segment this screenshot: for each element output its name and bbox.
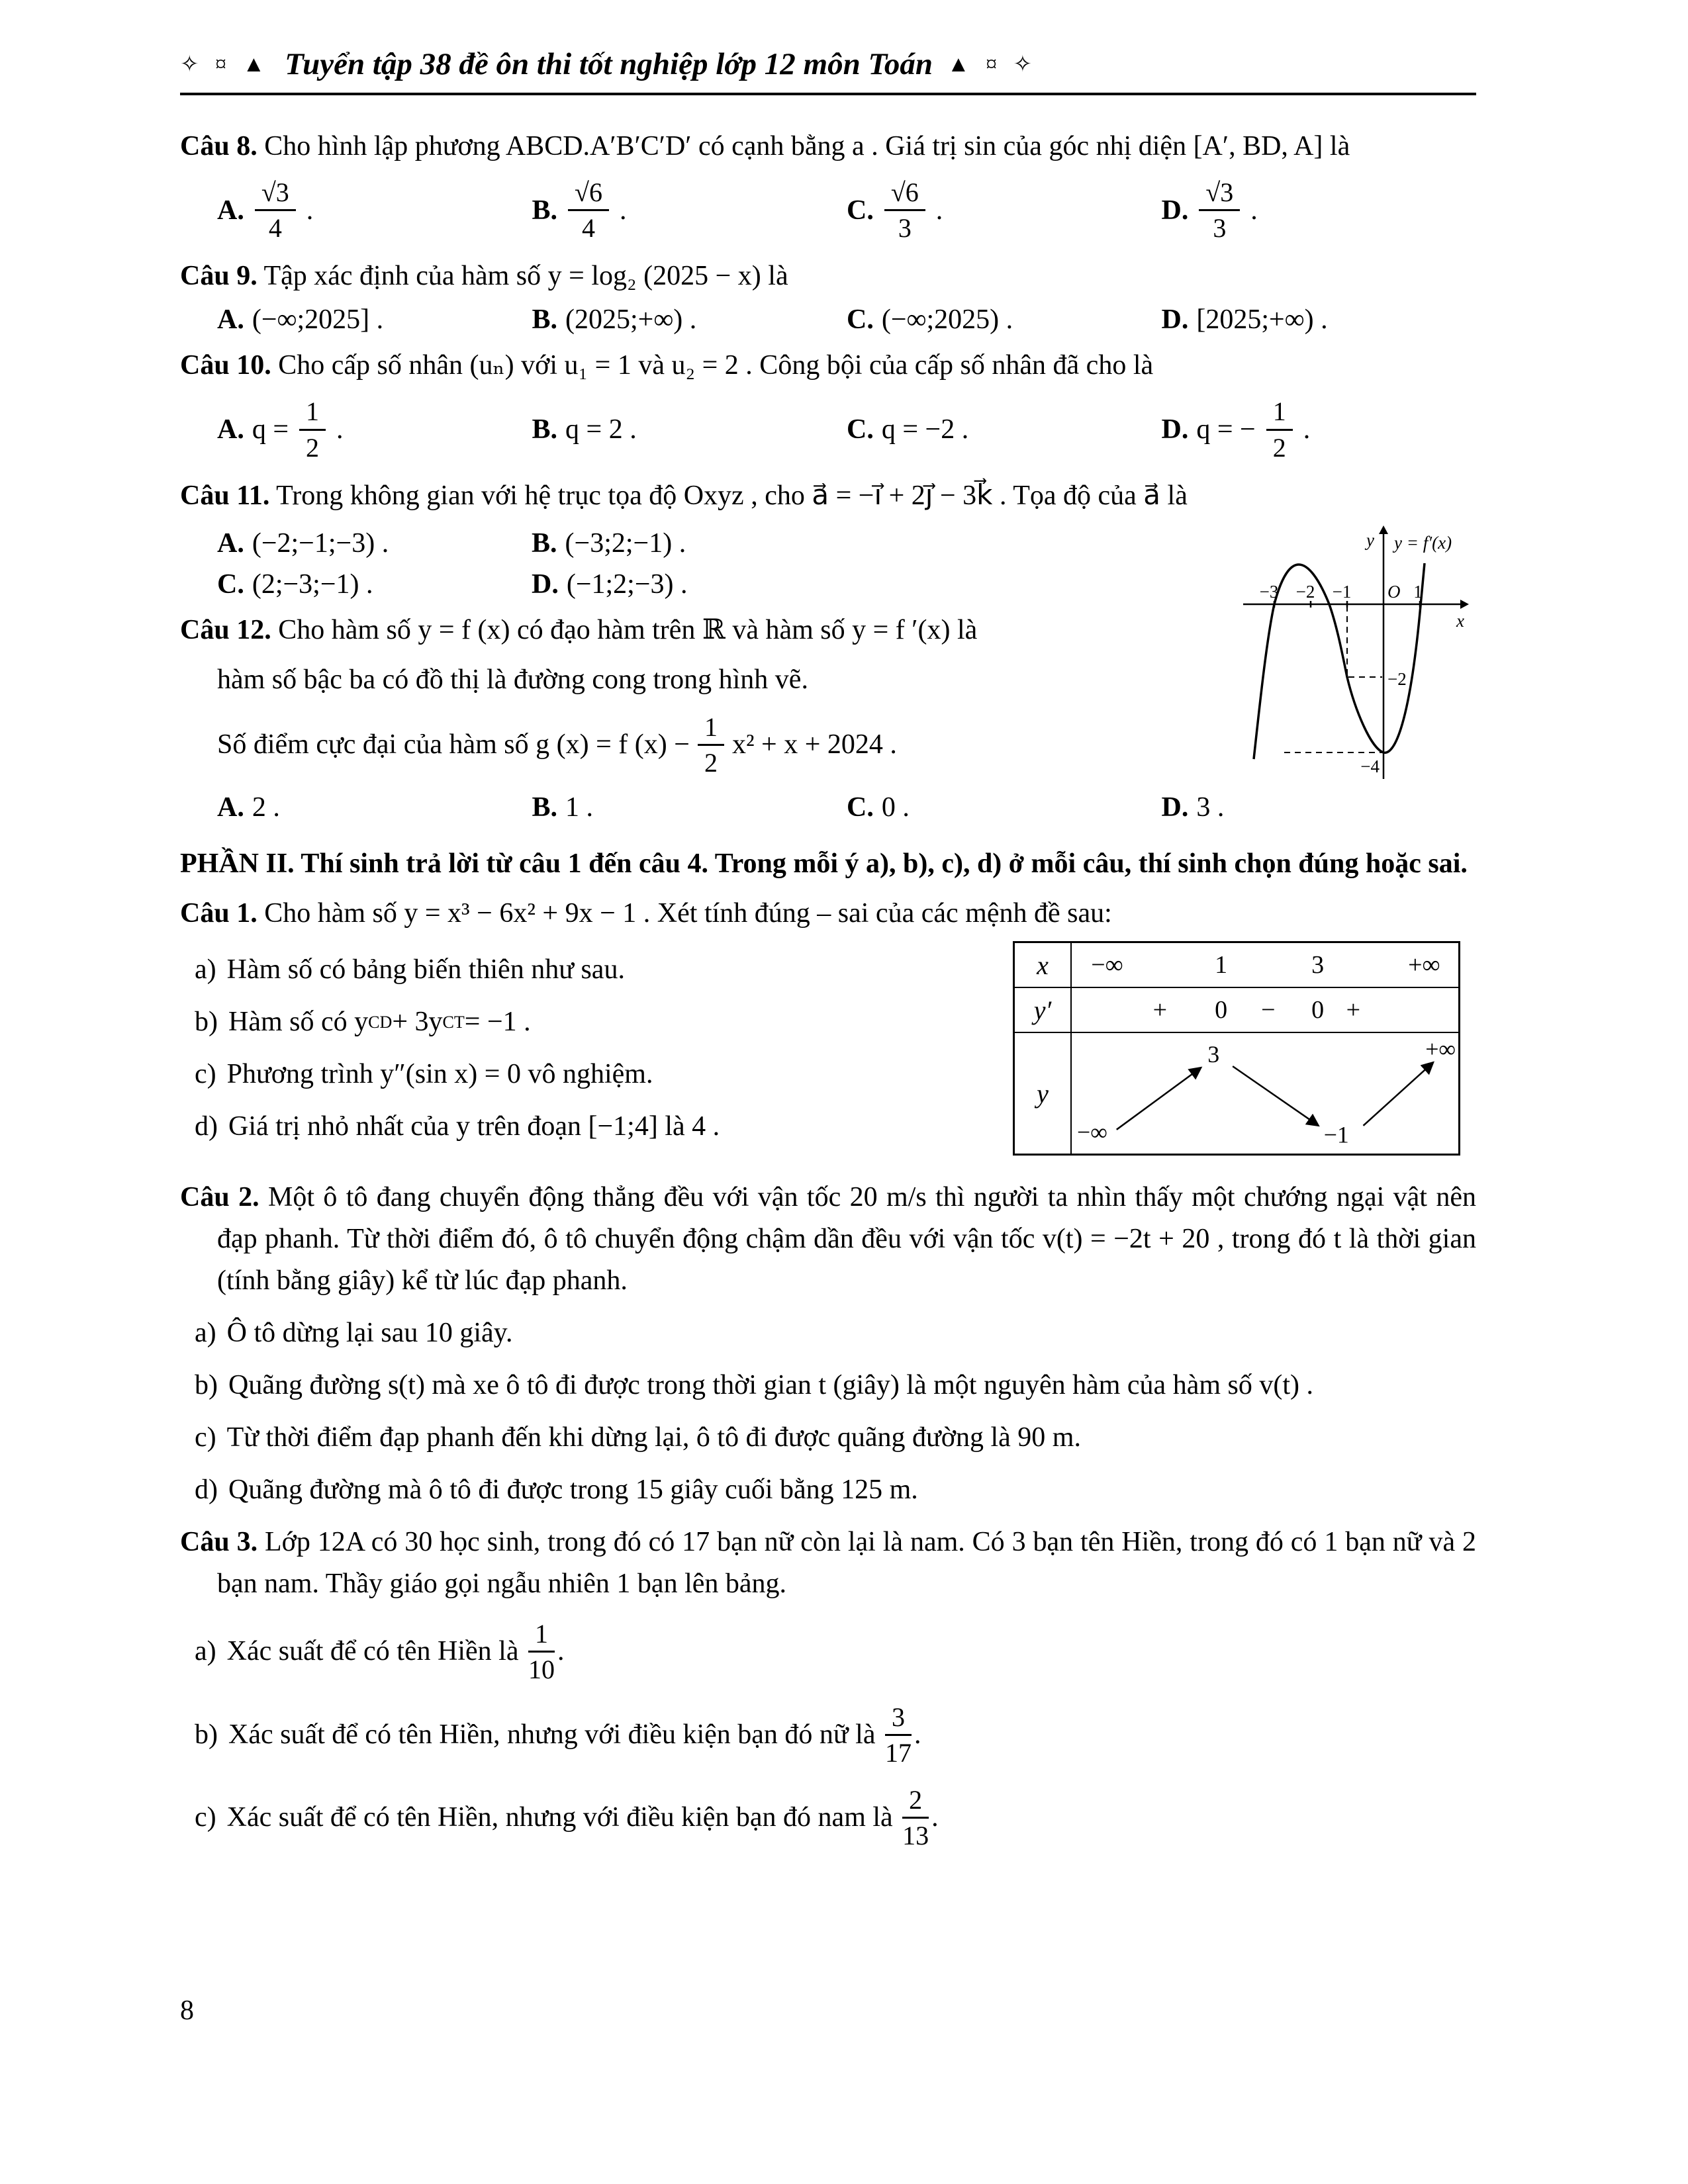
answer-text: 1 . — [565, 792, 594, 823]
pii-q1-statement: Cho hàm số y = x³ − 6x² + 9x − 1 . Xét tính đúng – sai của các mệnh đề sau: — [264, 898, 1112, 929]
question-8-label: Câu 8. — [180, 131, 258, 161]
vt-arrows — [1072, 1033, 1458, 1154]
variation-table-x-row — [1015, 943, 1458, 988]
fraction — [568, 177, 609, 244]
pii-q1-statement-a — [180, 949, 997, 991]
question-10-statement: Cho cấp số nhân (uₙ) với u₁ = 1 và u₂ = 2 . Công bội của cấp số nhân đã cho là — [278, 350, 1154, 381]
answer-text: 0 . — [881, 792, 910, 823]
pii-q3-label: Câu 3. — [180, 1527, 258, 1558]
fraction — [902, 1784, 929, 1851]
answer-text: (−1;2;−3) . — [566, 569, 688, 600]
fraction-numerator: 1 — [1266, 396, 1293, 430]
q11-answer-b — [532, 527, 846, 559]
pii-q2-statement-d — [180, 1469, 1476, 1511]
q8-answer-c — [847, 174, 1162, 246]
vt-x1: −∞ — [1091, 951, 1123, 979]
tick-label-m2: −2 — [1295, 581, 1315, 602]
fraction — [1266, 396, 1293, 463]
pii-question-1 — [180, 893, 1476, 1158]
q10-answer-a — [217, 393, 532, 465]
fraction-numerator: 1 — [299, 396, 326, 430]
answer-text: (−∞;2025] . — [252, 304, 384, 336]
question-12-answers — [180, 792, 1476, 823]
pii-q1-statements — [180, 938, 997, 1158]
q8-answer-a — [217, 174, 532, 246]
fraction-numerator: 3 — [885, 1702, 912, 1736]
fraction-denominator: 17 — [884, 1737, 912, 1768]
vt-y-local-min: −1 — [1323, 1121, 1349, 1148]
q11-answer-a — [217, 527, 532, 559]
subscript-cd: CD — [368, 1013, 393, 1032]
question-11 — [180, 475, 1476, 517]
pii-q3-statement-a — [180, 1615, 1476, 1688]
fraction-denominator: 2 — [1272, 432, 1286, 463]
vt-sign-4: 0 — [1311, 996, 1325, 1024]
curve-equation-label: y = f′(x) — [1394, 532, 1452, 553]
pii-q3-statement-c — [180, 1782, 1476, 1854]
answer-letter: B. — [532, 792, 558, 823]
pii-q3-statement-b — [180, 1699, 1476, 1771]
fraction-denominator: 3 — [1213, 213, 1227, 244]
pii-q2-statement-c — [180, 1417, 1476, 1459]
statement-period: . — [931, 1802, 939, 1833]
vt-y-label: y — [1015, 1033, 1072, 1154]
answer-letter: D. — [1161, 195, 1189, 226]
fraction — [698, 711, 724, 778]
answer-text: q = 2 . — [565, 414, 637, 445]
question-9-label: Câu 9. — [180, 261, 258, 292]
question-12-statement-1: Cho hàm số y = f (x) có đạo hàm trên ℝ và hàm số y = f ′(x) là — [278, 614, 978, 645]
fraction — [299, 396, 326, 463]
question-11-statement: Trong không gian với hệ trục tọa độ Oxyz , cho a⃗ = −i⃗ + 2j⃗ − 3k⃗ . Tọa độ của a⃗ là — [276, 480, 1188, 511]
q12-answer-d — [1162, 792, 1477, 823]
statement-label: b) — [195, 1007, 218, 1038]
statement-label: a) — [195, 1636, 216, 1667]
answer-period: . — [935, 195, 943, 226]
header-row — [180, 46, 1476, 82]
statement-text: + 3y — [392, 1007, 443, 1038]
question-12-g-line — [180, 709, 1169, 781]
fraction-numerator: 2 — [902, 1784, 929, 1819]
pii-q3-text — [180, 1522, 1476, 1605]
q12-g-suffix: x² + x + 2024 . — [731, 729, 897, 760]
q11-answer-d — [532, 569, 846, 600]
answer-period: . — [619, 195, 627, 226]
vt-x-label: x — [1015, 943, 1072, 987]
answer-letter: B. — [532, 527, 557, 559]
question-8 — [180, 126, 1476, 246]
statement-text: Ô tô dừng lại sau 10 giây. — [226, 1318, 513, 1349]
statement-label: d) — [195, 1111, 218, 1142]
answer-letter: D. — [1161, 304, 1189, 336]
variation-table-derivative-row — [1015, 988, 1458, 1033]
statement-period: . — [914, 1719, 921, 1750]
vt-sign-5: + — [1346, 996, 1361, 1024]
q10-answer-d — [1162, 393, 1477, 465]
q12-derivative-graph — [1185, 525, 1470, 783]
vt-x4: +∞ — [1408, 951, 1440, 979]
fraction-denominator: 4 — [268, 213, 282, 244]
answer-text: [2025;+∞) . — [1196, 304, 1328, 336]
pii-q1-statement-d — [180, 1106, 997, 1148]
vt-y-min-left: −∞ — [1076, 1118, 1107, 1146]
subscript-ct: CT — [442, 1013, 465, 1032]
q8-answer-b — [532, 174, 847, 246]
y-axis-label: y — [1366, 529, 1374, 550]
answer-text: (−∞;2025) . — [881, 304, 1013, 336]
statement-label: b) — [195, 1719, 218, 1750]
answer-letter: C. — [847, 195, 874, 226]
statement-text: Hàm số có bảng biến thiên như sau. — [226, 954, 625, 985]
pii-q1-region — [180, 938, 1476, 1158]
q10-answer-c — [847, 414, 1162, 445]
question-11-text — [180, 475, 1476, 517]
q9-answer-d — [1162, 304, 1477, 336]
question-9-text — [180, 255, 1476, 297]
answer-period: . — [336, 414, 344, 445]
q9-answer-c — [847, 304, 1162, 336]
statement-text: Hàm số có y — [228, 1007, 369, 1038]
answer-letter: D. — [532, 569, 559, 600]
vt-x3: 3 — [1311, 951, 1325, 979]
fraction-denominator: 2 — [704, 747, 718, 778]
answer-letter: C. — [847, 792, 874, 823]
answer-letter: B. — [532, 414, 558, 445]
question-11-answers-row-2 — [180, 569, 1169, 600]
answer-text: (−3;2;−1) . — [565, 527, 686, 559]
answer-letter: C. — [847, 414, 874, 445]
y-axis-arrow-icon — [1379, 525, 1388, 534]
pii-question-2 — [180, 1177, 1476, 1511]
fraction-numerator: 1 — [528, 1618, 555, 1653]
fraction-numerator: 1 — [698, 711, 724, 746]
x-axis-arrow-icon — [1460, 600, 1469, 609]
vt-x-values — [1072, 943, 1458, 987]
fraction-denominator: 2 — [306, 432, 320, 463]
vt-sign-1: + — [1152, 996, 1168, 1024]
fraction-denominator: 3 — [898, 213, 912, 244]
pii-question-3 — [180, 1522, 1476, 1854]
statement-label: d) — [195, 1475, 218, 1506]
statement-text: Xác suất để có tên Hiền là — [226, 1636, 519, 1667]
answer-text: 3 . — [1196, 792, 1225, 823]
answer-letter: A. — [217, 304, 244, 336]
answer-letter: C. — [217, 569, 244, 600]
header-ornament-right-icon: ▲ ¤ ✧ — [947, 52, 1038, 77]
q12-g-prefix: Số điểm cực đại của hàm số g (x) = f (x) − — [217, 729, 690, 760]
pii-q2-statement-b — [180, 1365, 1476, 1406]
answer-letter: B. — [532, 304, 558, 336]
question-8-answers — [180, 174, 1476, 246]
pii-q1-text — [180, 893, 1476, 934]
answer-letter: A. — [217, 792, 244, 823]
pii-q1-label: Câu 1. — [180, 898, 258, 929]
fraction-numerator: √3 — [1199, 177, 1240, 211]
fraction — [528, 1618, 555, 1685]
q11-q12-left-column — [180, 521, 1169, 785]
fraction-numerator: √6 — [568, 177, 609, 211]
fraction — [1199, 177, 1240, 244]
q12-answer-b — [532, 792, 847, 823]
answer-letter: A. — [217, 195, 244, 226]
question-11-answers-row-1 — [180, 527, 1169, 559]
fraction — [884, 177, 925, 244]
fraction-numerator: √6 — [884, 177, 925, 211]
tick-label-1: 1 — [1413, 581, 1423, 602]
answer-text: (−2;−1;−3) . — [252, 527, 389, 559]
answer-letter: D. — [1161, 414, 1189, 445]
fraction-denominator: 13 — [902, 1821, 929, 1851]
pii-q2-label: Câu 2. — [180, 1182, 259, 1213]
question-8-text — [180, 126, 1476, 167]
page-header — [180, 46, 1476, 95]
question-12-text-line2 — [180, 659, 1169, 701]
answer-text: 2 . — [252, 792, 280, 823]
answer-period: . — [306, 195, 314, 226]
vt-sign-2: 0 — [1215, 996, 1228, 1024]
question-10 — [180, 345, 1476, 465]
page-number: 8 — [180, 1995, 194, 2026]
question-9-answers — [180, 304, 1476, 336]
q12-answer-c — [847, 792, 1162, 823]
vt-y-max-right: +∞ — [1425, 1036, 1456, 1063]
statement-text: Xác suất để có tên Hiền, nhưng với điều kiện bạn đó nam là — [226, 1802, 893, 1833]
tick-label-m1: −1 — [1332, 581, 1352, 602]
vt-dy-values — [1072, 988, 1458, 1032]
q8-answer-d — [1162, 174, 1477, 246]
statement-label: a) — [195, 1318, 216, 1349]
q9-answer-b — [532, 304, 847, 336]
origin-label: O — [1387, 581, 1401, 602]
question-8-statement: Cho hình lập phương ABCD.A′B′C′D′ có cạnh bằng a . Giá trị sin của góc nhị diện [A′, BD, A] là — [264, 131, 1350, 161]
statement-text: Quãng đường mà ô tô đi được trong 15 giây cuối bằng 125 m. — [228, 1475, 918, 1506]
pii-q1-statement-b — [180, 1001, 997, 1043]
statement-label: c) — [195, 1802, 216, 1833]
vt-y-values — [1072, 1033, 1458, 1154]
answer-letter: A. — [217, 414, 244, 445]
answer-period: . — [1250, 195, 1258, 226]
pii-q2-statement: Một ô tô đang chuyển động thẳng đều với vận tốc 20 m/s thì người ta nhìn thấy một chướng ngại vật nên đạp phanh. Từ thời điểm đó, ô tô chuyển động chậm dần đều với vận tốc v(t) = −2t + 20 , trong đó t là thời gian (tính bằng giây) kể từ lúc đạp phanh. — [217, 1182, 1476, 1297]
statement-label: c) — [195, 1422, 216, 1453]
statement-text: Quãng đường s(t) mà xe ô tô đi được trong thời gian t (giây) là một nguyên hàm của hàm số v(t) . — [228, 1370, 1313, 1401]
answer-text: (2025;+∞) . — [565, 304, 697, 336]
question-12-text-line1 — [180, 610, 1169, 651]
answer-text: q = −2 . — [881, 414, 969, 445]
statement-text: Phương trình y″(sin x) = 0 vô nghiệm. — [226, 1059, 653, 1090]
pii-q1-statement-c — [180, 1054, 997, 1095]
answer-letter: D. — [1161, 792, 1189, 823]
question-10-answers — [180, 393, 1476, 465]
question-11-label: Câu 11. — [180, 480, 270, 511]
answer-letter: C. — [847, 304, 874, 336]
part-2-heading: PHẦN II. Thí sinh trả lời từ câu 1 đến câu 4. Trong mỗi ý a), b), c), d) ở mỗi câu, thí sinh chọn đúng hoặc sai. — [180, 848, 1468, 880]
answer-text: (2;−3;−1) . — [252, 569, 373, 600]
question-12-label: Câu 12. — [180, 614, 271, 645]
statement-period: . — [557, 1636, 565, 1667]
fraction — [885, 1702, 912, 1768]
question-9-statement: Tập xác định của hàm số y = log₂ (2025 − x) là — [263, 261, 788, 292]
variation-table — [1013, 941, 1460, 1156]
answer-prefix: q = − — [1196, 414, 1256, 445]
question-12-statement-2: hàm số bậc ba có đồ thị là đường cong trong hình vẽ. — [217, 664, 808, 695]
fraction-denominator: 10 — [528, 1655, 555, 1685]
q12-answer-a — [217, 792, 532, 823]
header-ornament-left-icon: ✧ ¤ ▲ — [180, 52, 271, 77]
exam-content — [180, 126, 1476, 1854]
answer-prefix: q = — [252, 414, 289, 445]
pii-q2-statement-a — [180, 1312, 1476, 1354]
fraction-numerator: √3 — [255, 177, 296, 211]
statement-label: c) — [195, 1059, 216, 1090]
pii-q1-table-column — [1013, 938, 1476, 1158]
vt-dy-label: y′ — [1015, 988, 1072, 1032]
statement-text: Xác suất để có tên Hiền, nhưng với điều kiện bạn đó nữ là — [228, 1719, 876, 1750]
answer-letter: A. — [217, 527, 244, 559]
answer-period: . — [1303, 414, 1311, 445]
question-10-text — [180, 345, 1476, 387]
q11-answer-c — [217, 569, 532, 600]
x-axis-label: x — [1456, 610, 1464, 631]
ref-label-m4: −4 — [1360, 756, 1380, 776]
tick-label-m3: −3 — [1259, 581, 1279, 602]
q10-answer-b — [532, 414, 847, 445]
q12-figure — [1185, 521, 1476, 785]
ref-label-m2: −2 — [1387, 668, 1407, 689]
question-9 — [180, 255, 1476, 336]
statement-label: b) — [195, 1370, 218, 1401]
pii-q3-statement: Lớp 12A có 30 học sinh, trong đó có 17 bạn nữ còn lại là nam. Có 3 bạn tên Hiền, trong đó có 1 bạn nữ và 2 bạn nam. Thầy giáo gọi ngẫu nhiên 1 bạn lên bảng. — [217, 1527, 1477, 1600]
statement-text: Từ thời điểm đạp phanh đến khi dừng lại, ô tô đi được quãng đường là 90 m. — [226, 1422, 1081, 1453]
page-footer — [180, 1995, 194, 2026]
statement-label: a) — [195, 954, 216, 985]
vt-y-local-max: 3 — [1207, 1041, 1220, 1068]
fraction — [255, 177, 296, 244]
pii-q2-text — [180, 1177, 1476, 1302]
header-title: Tuyển tập 38 đề ôn thi tốt nghiệp lớp 12 môn Toán — [285, 47, 933, 81]
answer-letter: B. — [532, 195, 558, 226]
vt-x2: 1 — [1215, 951, 1228, 979]
question-10-label: Câu 10. — [180, 350, 271, 381]
q9-answer-a — [217, 304, 532, 336]
variation-table-y-row — [1015, 1033, 1458, 1154]
statement-text: = −1 . — [464, 1007, 531, 1038]
statement-text: Giá trị nhỏ nhất của y trên đoạn [−1;4] là 4 . — [228, 1111, 720, 1142]
q11-q12-region — [180, 521, 1476, 785]
fraction-denominator: 4 — [581, 213, 595, 244]
vt-sign-3: − — [1261, 996, 1276, 1024]
